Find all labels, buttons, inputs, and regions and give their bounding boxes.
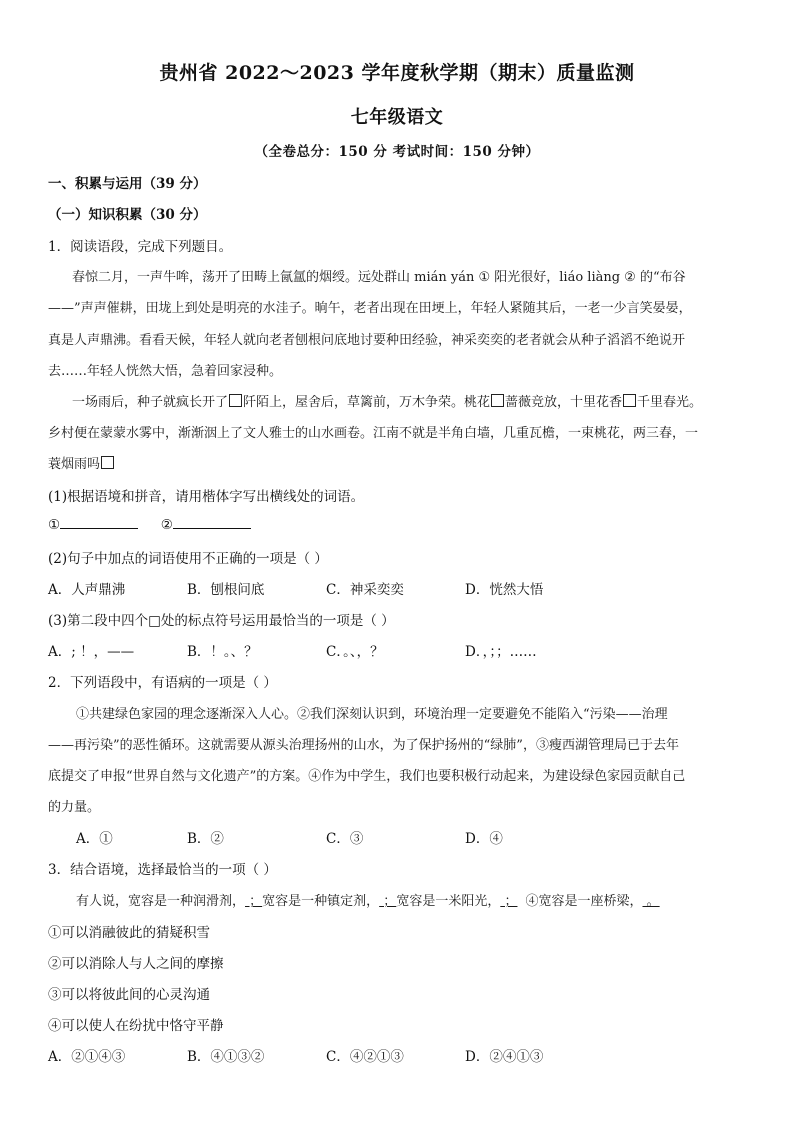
punct-box-2 xyxy=(491,394,504,407)
q1-sub3-option-d[interactable]: D．，；；…… xyxy=(465,644,537,660)
q2-text-line3: 底提交了申报“世界自然与文化遗产”的方案。④作为中学生，我们也要积极行动起来，为建设绿色家园贡献自己 xyxy=(48,769,686,784)
q3-option-a[interactable]: A．②①④③ xyxy=(48,1049,126,1065)
exam-subtitle: 七年级语文 xyxy=(350,107,444,128)
answer-blank-1[interactable] xyxy=(60,516,138,529)
answer-label-2: ② xyxy=(160,517,173,533)
q2-text-line1: ①共建绿色家园的理念逐渐深入人心。②我们深刻认识到，环境治理一定要避免不能陷入“污染——治理 xyxy=(76,707,668,722)
q1-sub1-answers xyxy=(48,516,251,533)
q1-para1-line4: 去……年轻人恍然大悟，急着回家浸种。 xyxy=(48,364,283,379)
q1-para1-line3: 真是人声鼎沸。看看天候，年轻人就向老者刨根问底地讨要种田经验，神采奕奕的老者就会从种子滔滔不绝说开 xyxy=(48,333,686,348)
q2-option-c[interactable]: C．③ xyxy=(326,831,364,847)
q3-item-2: ②可以消除人与人之间的摩擦 xyxy=(48,956,224,972)
q2-option-d[interactable]: D．④ xyxy=(465,831,503,847)
punct-box-4 xyxy=(101,456,114,469)
q1-sub2-option-c[interactable]: C．神采奕奕 xyxy=(326,582,404,598)
q1-para1-line2: ——”声声催耕，田垅上到处是明亮的水洼子。晌午，老者出现在田埂上，年轻人紧随其后，一老一少言笑晏晏， xyxy=(48,301,692,316)
q1-sub2-stem: (2)句子中加点的词语使用不正确的一项是（ ） xyxy=(48,551,328,567)
q3-stem: 3．结合语境，选择最恰当的一项（ ） xyxy=(48,862,277,878)
q3-text-c: 宽容是一米阳光， xyxy=(396,894,501,909)
q2-text-line4: 的力量。 xyxy=(48,800,101,815)
q1-para2-seg-d: 千里春光。 xyxy=(637,395,703,410)
q3-blank-3: ； xyxy=(500,894,518,909)
q3-item-4: ④可以使人在纷扰中恪守平静 xyxy=(48,1018,224,1034)
q3-option-d[interactable]: D．②④①③ xyxy=(465,1049,544,1065)
q3-text-a: 有人说，宽容是一种润滑剂， xyxy=(76,894,246,909)
q1-sub3-option-a[interactable]: A．; ！，—— xyxy=(48,644,135,660)
q1-stem: 1．阅读语段，完成下列题目。 xyxy=(48,239,233,255)
exam-title: 贵州省 2022～2023 学年度秋学期（期末）质量监测 xyxy=(159,62,635,84)
q3-blank-1: ； xyxy=(245,894,263,909)
q1-para2-seg-a: 一场雨后，种子就疯长开了 xyxy=(72,395,229,410)
punct-box-3 xyxy=(623,394,636,407)
answer-blank-2[interactable] xyxy=(173,516,251,529)
q1-sub2-option-b[interactable]: B．刨根问底 xyxy=(187,582,265,598)
q3-item-3: ③可以将彼此间的心灵沟通 xyxy=(48,987,210,1003)
q1-sub2-option-d[interactable]: D．恍然大悟 xyxy=(465,582,544,598)
q1-para2-seg-e: 蓑烟雨吗 xyxy=(48,457,101,472)
section-heading: 一、积累与运用（39 分） xyxy=(48,176,207,192)
q1-para2-line1 xyxy=(72,391,702,410)
q1-sub3-option-c[interactable]: C．。、，？ xyxy=(326,644,384,660)
subsection-heading: （一）知识积累（30 分） xyxy=(48,207,207,223)
q1-para2-line3 xyxy=(48,453,115,472)
q3-text-d: ④宽容是一座桥梁， xyxy=(525,894,643,909)
q3-blank-4: 。 xyxy=(642,894,660,909)
q1-para2-seg-b: 阡陌上，屋舍后，草篱前，万木争荣。桃花 xyxy=(243,395,491,410)
exam-info: （全卷总分：150 分 考试时间：150 分钟） xyxy=(254,144,540,160)
q1-sub3-option-b[interactable]: B．！。、？ xyxy=(187,644,258,660)
q3-option-b[interactable]: B．④①③② xyxy=(187,1049,265,1065)
answer-label-1: ① xyxy=(48,517,61,533)
q1-sub1-stem: (1)根据语境和拼音，请用楷体字写出横线处的词语。 xyxy=(48,489,365,505)
q2-text-line2: ——再污染”的恶性循环。这就需要从源头治理扬州的山水，为了保护扬州的“绿肺”，③瘦西湖管理局已于去年 xyxy=(48,738,679,753)
q1-para2-line2: 乡村便在蒙蒙水雾中，渐渐洇上了文人雅士的山水画卷。江南不就是半角白墙，几重瓦檐，一束桃花，两三春，一 xyxy=(48,426,699,441)
q3-option-c[interactable]: C．④②①③ xyxy=(326,1049,404,1065)
q1-sub2-option-a[interactable]: A．人声鼎沸 xyxy=(48,582,126,598)
q1-para2-seg-c: 蔷薇竞放，十里花香 xyxy=(505,395,623,410)
q2-option-a[interactable]: A．① xyxy=(76,831,113,847)
q3-item-1: ①可以消融彼此的猜疑积雪 xyxy=(48,925,210,941)
punct-box-1 xyxy=(229,394,242,407)
q1-para1-line1: 春惊二月，一声牛哞，荡开了田畴上氤氲的烟绶。远处群山 mián yán ① 阳光很好，liáo liàng ② 的“布谷 xyxy=(72,270,686,285)
q2-stem: 2．下列语段中，有语病的一项是（ ） xyxy=(48,675,277,691)
q3-text-b: 宽容是一种镇定剂， xyxy=(262,894,380,909)
q1-sub3-stem: (3)第二段中四个□处的标点符号运用最恰当的一项是（ ） xyxy=(48,613,395,629)
q3-text xyxy=(76,890,660,909)
q3-blank-2: ； xyxy=(379,894,397,909)
q2-option-b[interactable]: B．② xyxy=(187,831,224,847)
